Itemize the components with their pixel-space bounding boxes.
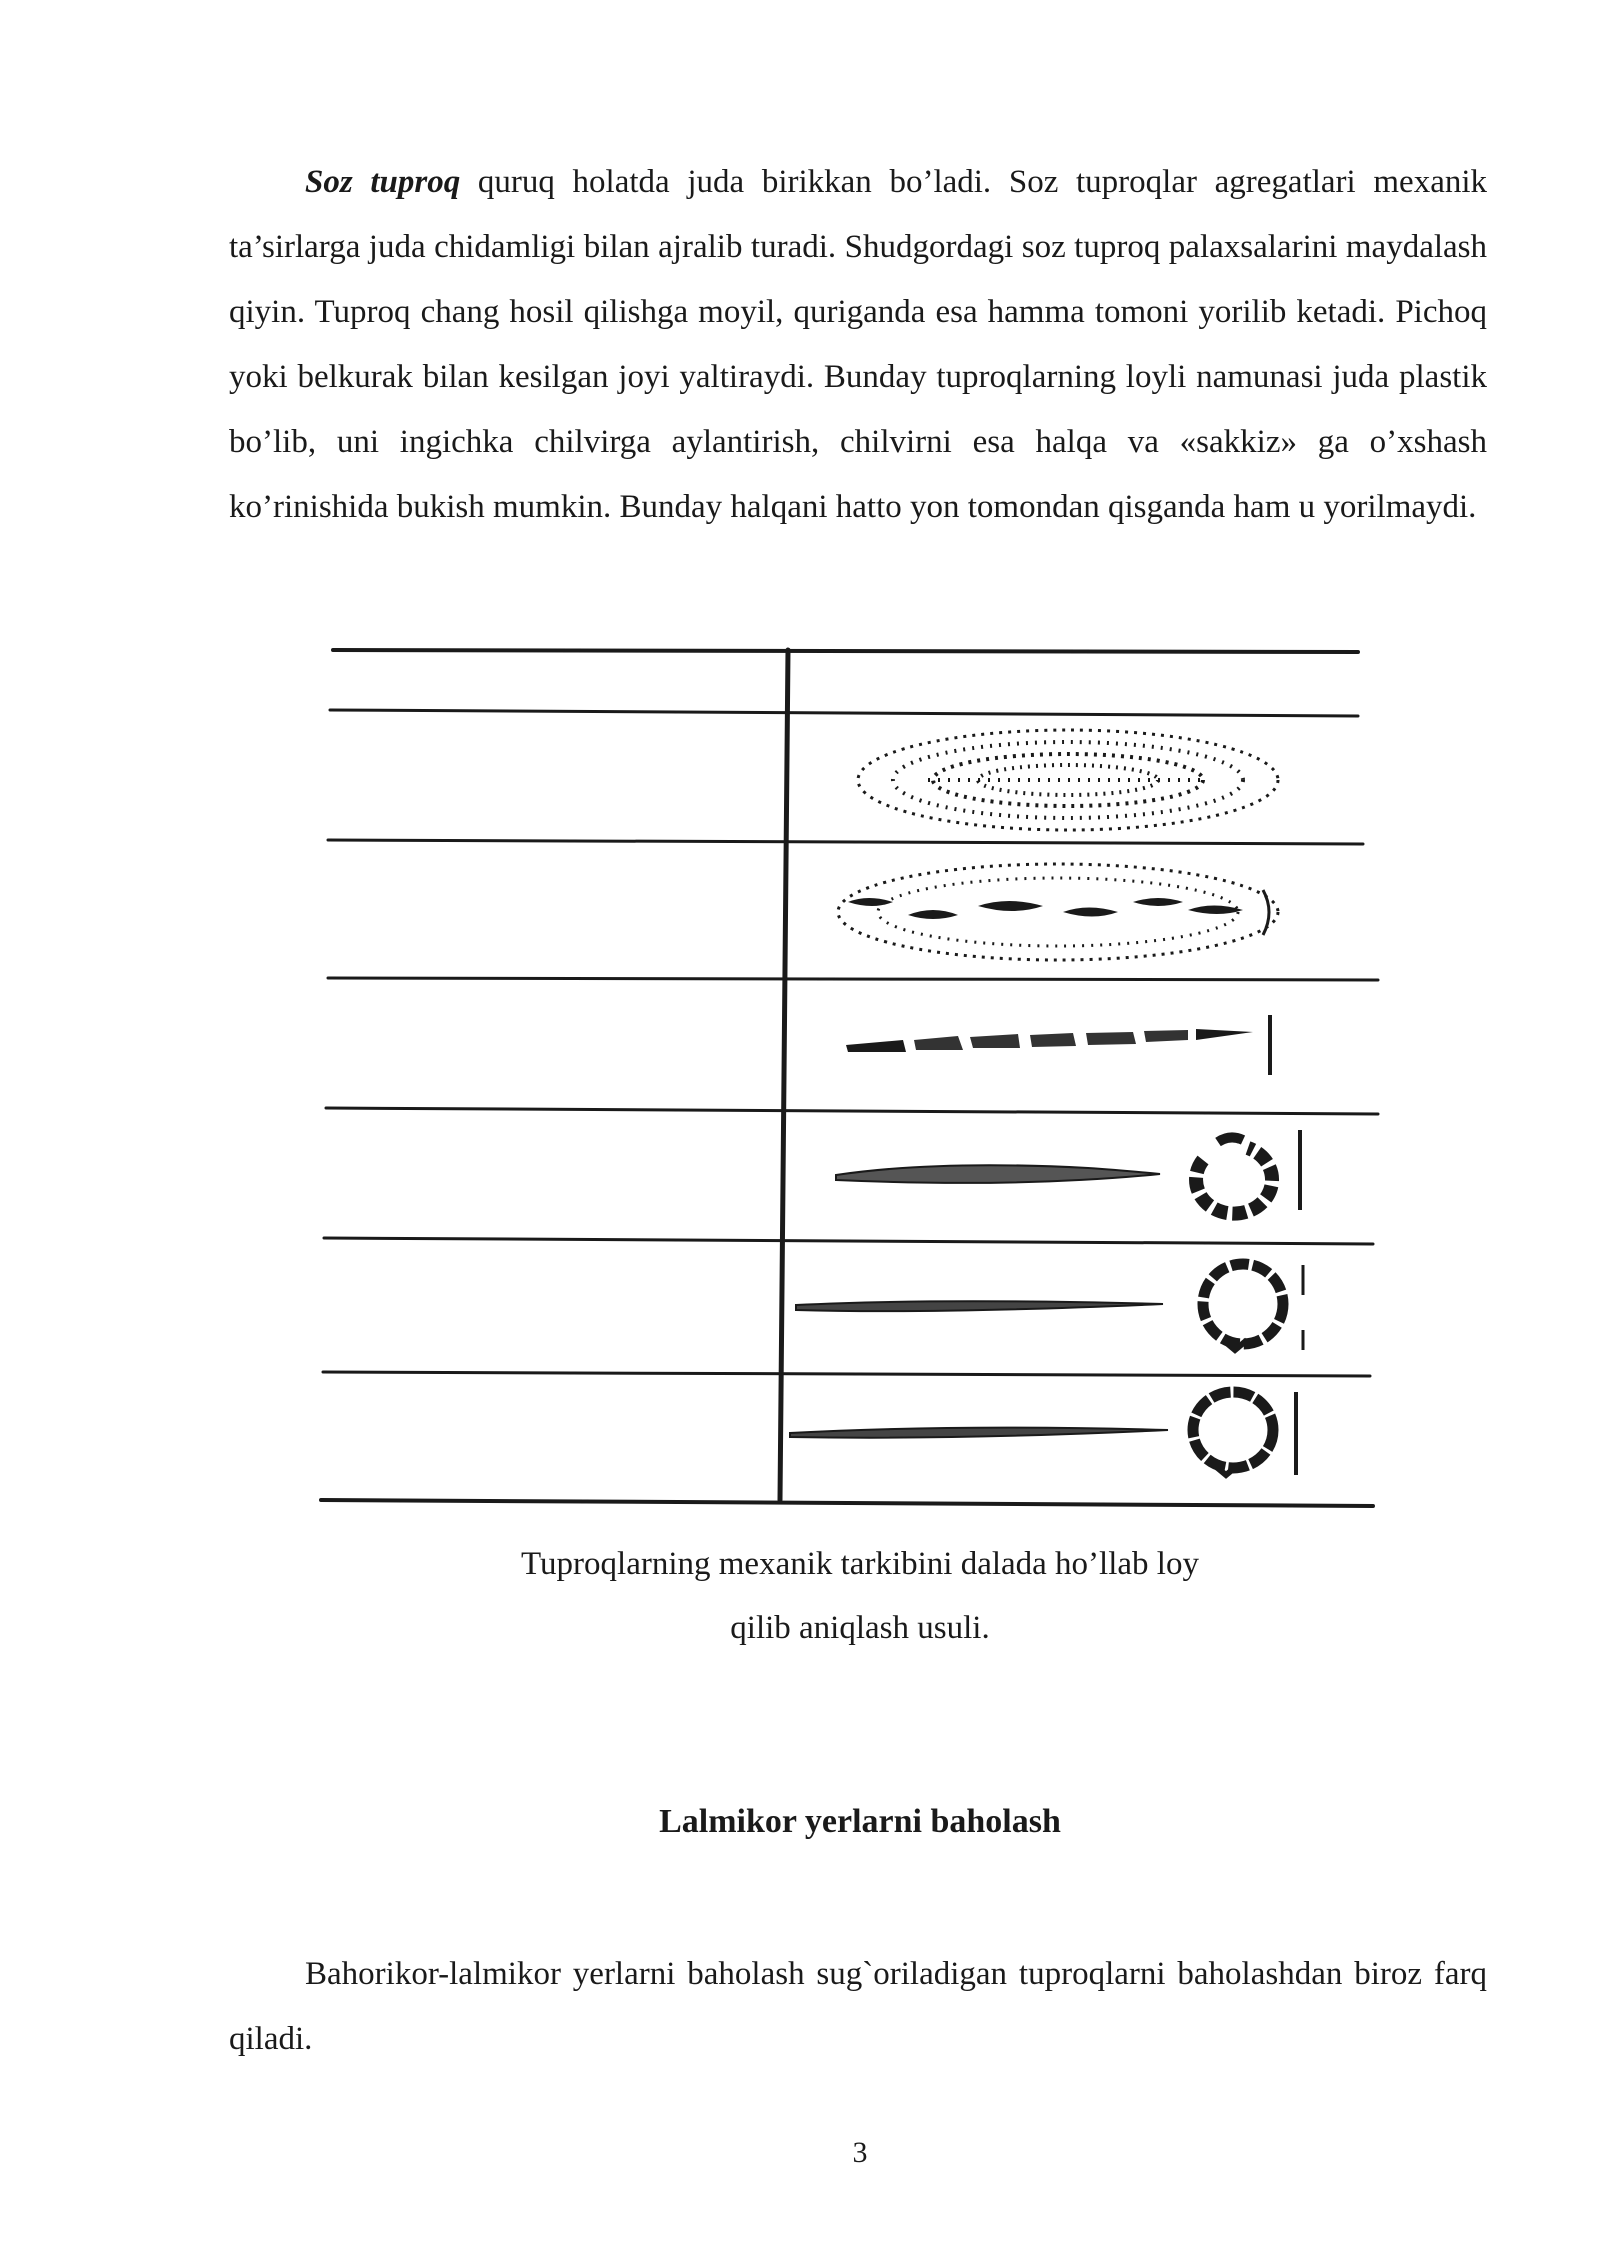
figure-row-line: [326, 1108, 1378, 1114]
figure-row-line: [321, 1500, 1373, 1506]
paragraph-soz-tuproq: [229, 150, 1487, 540]
page-number: 3: [852, 2136, 868, 2169]
figure-row-line: [333, 650, 1358, 652]
paragraph-bahorikor: Bahorikor-lalmikor yerlarni baholash sug`oriladigan tuproqlarni baholashdan biroz farq qiladi.: [229, 1956, 1487, 2057]
broken-cord-sample: [846, 1015, 1270, 1075]
paragraph-body: quruq holatda juda birikkan bo’ladi. Soz tuproqlar agregatlari mexanik ta’sirlarga juda chidamligi bilan ajralib turadi. Shudgordagi soz tuproq palaxsalarini maydalash qiyin. Tuproq chang hosil qilishga moyil, quriganda esa hamma tomoni yorilib ketadi. Pichoq yoki belkurak bilan kesilgan joyi yaltiraydi. Bunday tuproqlarning loyli namunasi juda plastik bo’lib, uni ingichka chilvirga aylantirish, chilvirni esa halqa va «sakkiz» ga o’xshash ko’rinishida bukish mumkin. Bunday halqani hatto yon tomondan qisganda ham u yorilmaydi.: [229, 164, 1488, 525]
cord-ring-sample: [796, 1264, 1303, 1350]
figure-caption-line2: qilib aniqlash usuli.: [730, 1610, 990, 1646]
granular-lumpy-sample: [838, 864, 1278, 960]
thin-cord-ring-sample: [790, 1392, 1296, 1475]
figure-row-line: [324, 1238, 1373, 1244]
figure-caption-line1: Tuproqlarning mexanik tarkibini dalada ho’llab loy: [521, 1546, 1199, 1582]
figure-row-line: [323, 1372, 1370, 1376]
section-heading: Lalmikor yerlarni baholash: [659, 1803, 1061, 1840]
figure-row-line: [328, 978, 1378, 980]
paragraph-lead-term: Soz tuproq: [305, 164, 461, 200]
soil-test-figure: [318, 640, 1398, 1510]
cord-cracked-ring-sample: [836, 1130, 1300, 1214]
figure-row-line: [328, 840, 1363, 844]
figure-row-line: [330, 710, 1358, 716]
granular-sample: [858, 730, 1278, 830]
